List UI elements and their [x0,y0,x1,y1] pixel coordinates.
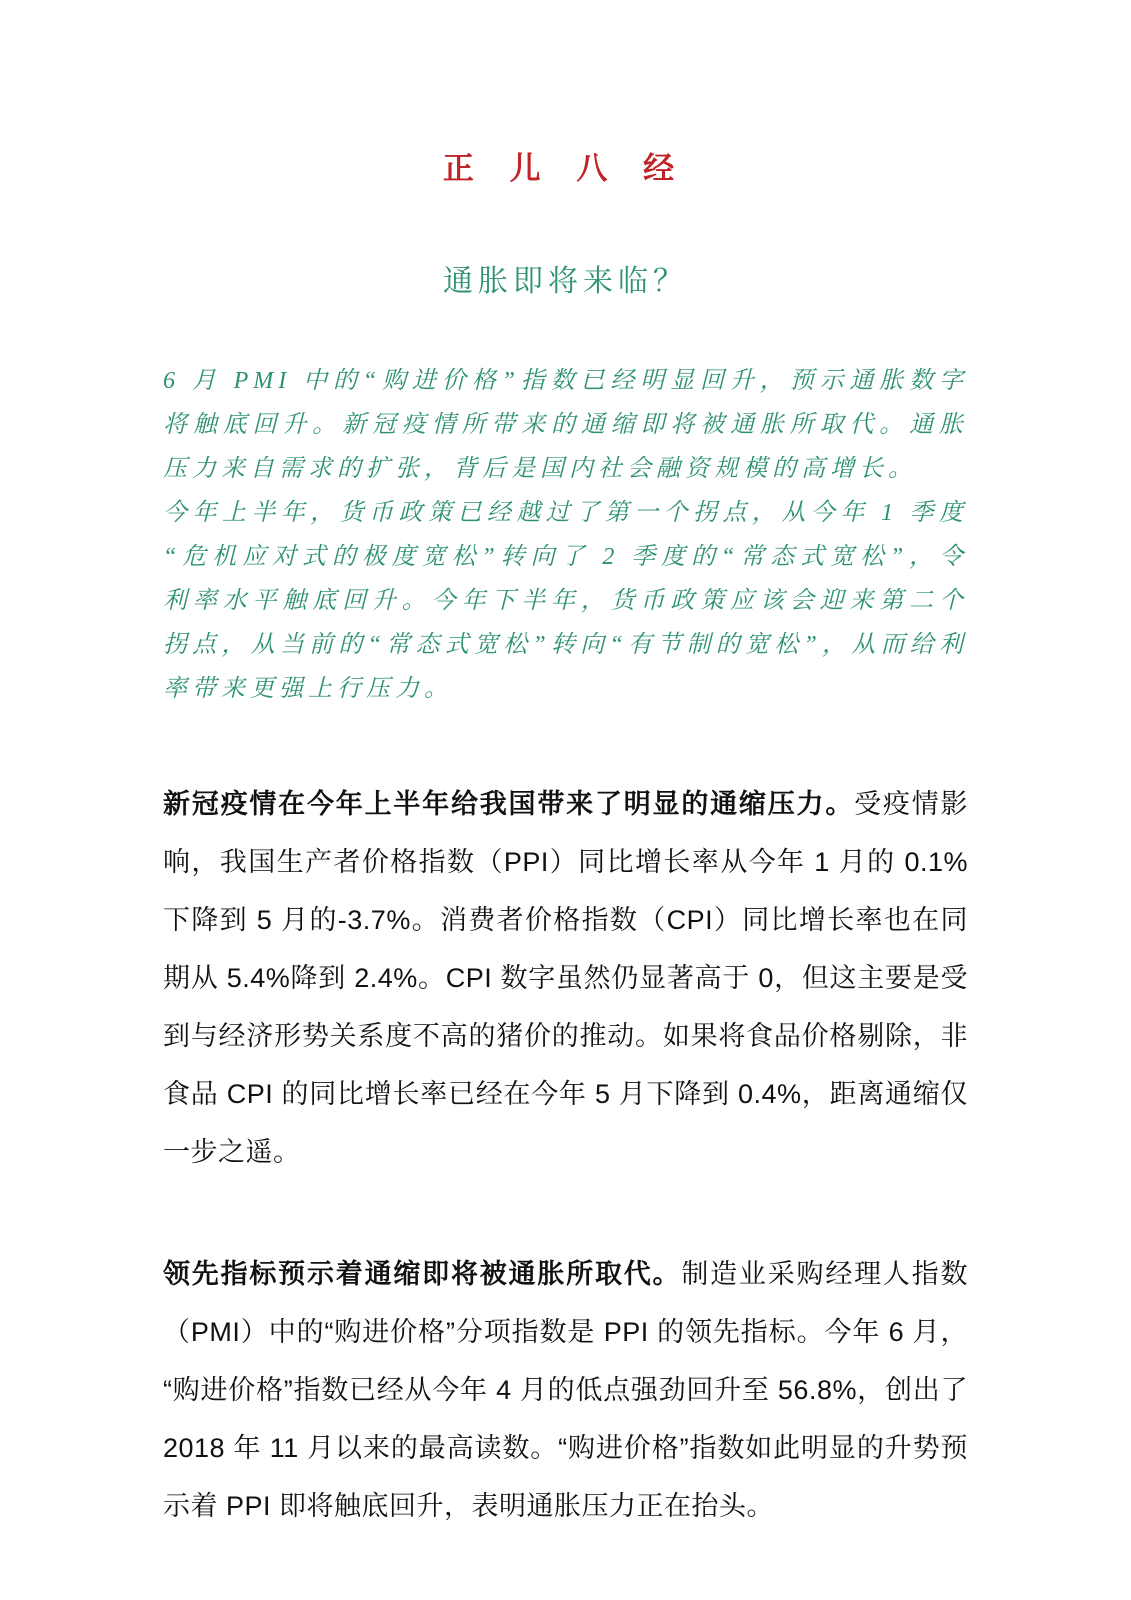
summary-section [163,359,968,711]
body-paragraph-2 [163,1245,968,1535]
body-paragraph-2-text: 制造业采购经理人指数（PMI）中的“购进价格”分项指数是 PPI 的领先指标。今年 6 月，“购进价格”指数已经从今年 4 月的低点强劲回升至 56.8%，创出了 2018 年 11 月以来的最高读数。“购进价格”指数如此明显的升势预示着 PPI 即将触底回升，表明通胀压力正在抬头。 [163,1259,969,1521]
summary-paragraph-2: 今年上半年，货币政策已经越过了第一个拐点，从今年 1 季度“危机应对式的极度宽松”转向了 2 季度的“常态式宽松”，令利率水平触底回升。今年下半年，货币政策应该会迎来第二个拐点，从当前的“常态式宽松”转向“有节制的宽松”，从而给利率带来更强上行压力。 [163,500,968,702]
masthead-title: 正 儿 八 经 [442,151,689,186]
article-title: 通胀即将来临？ [443,265,688,298]
body-paragraph-1-lead: 新冠疫情在今年上半年给我国带来了明显的通缩压力。 [163,789,855,819]
body-paragraph-2-lead: 领先指标预示着通缩即将被通胀所取代。 [163,1259,682,1289]
body-paragraph-1-text: 受疫情影响，我国生产者价格指数（PPI）同比增长率从今年 1 月的 0.1%下降到 5 月的-3.7%。消费者价格指数（CPI）同比增长率也在同期从 5.4%降到 2.4%。CPI 数字虽然仍显著高于 0，但这主要是受到与经济形势关系度不高的猪价的推动。如果将食品价格剔除，非食品 CPI 的同比增长率已经在今年 5 月下降到 0.4%，距离通缩仅一步之遥。 [163,789,969,1167]
article-body [163,775,968,1535]
summary-paragraph-1: 6 月 PMI 中的“购进价格”指数已经明显回升，预示通胀数字将触底回升。新冠疫情所带来的通缩即将被通胀所取代。通胀压力来自需求的扩张，背后是国内社会融资规模的高增长。 [163,368,968,482]
body-paragraph-1 [163,775,968,1181]
